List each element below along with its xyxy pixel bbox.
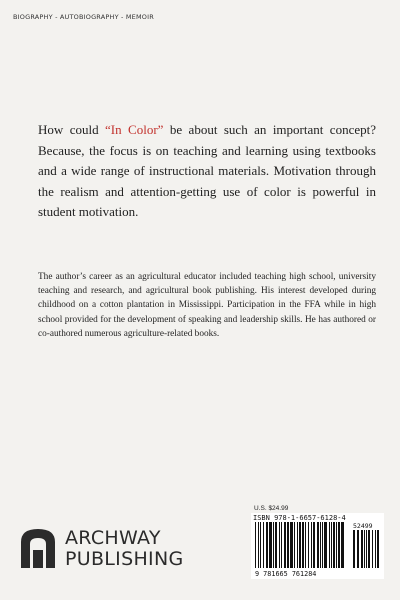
isbn-text: ISBN 978-1-6657-6128-4 [253,514,346,522]
publisher-name-line2: PUBLISHING [65,548,184,570]
intro-text-before: How could [38,122,106,137]
price-label: U.S. $24.99 [254,505,289,512]
intro-text-after: be about such an important concept? Because, the focus is on teaching and learning using textbooks and a wide range of instructional materials. Motivation through the realism and attention-getting use of color is powerful in student motivation. [38,122,376,219]
barcode-addon-text: 52499 [353,522,373,530]
intro-paragraph [38,120,376,223]
barcode-digits: 9 781665 761284 [255,570,317,578]
publisher-name-line1: ARCHWAY [65,527,161,549]
intro-highlight: “In Color” [105,122,164,137]
publisher-logo [19,526,189,572]
barcode-block [251,513,384,579]
barcode-icon [253,522,382,570]
archway-arch-icon [19,528,57,568]
author-bio: The author’s career as an agricultural educator included teaching high school, university teaching and research, and agricultural book publishing. His interest developed during childhood on a cotton plantation in Mississippi. Participation in the FFA while in high school provided for the development of speaking and leadership skills. He has authored or co-authored numerous agriculture-related books. [38,272,376,339]
category-label: BIOGRAPHY - AUTOBIOGRAPHY - MEMOIR [13,13,154,21]
